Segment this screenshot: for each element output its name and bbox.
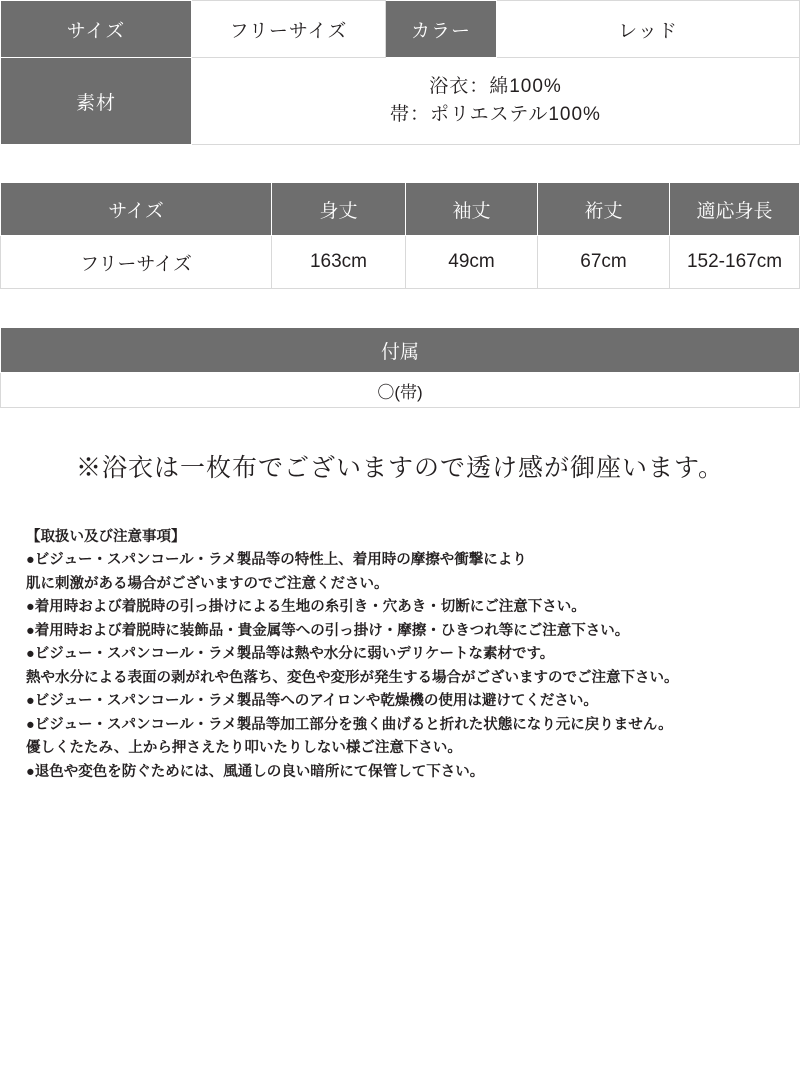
care-line-1: ●ビジュー・スパンコール・ラメ製品等の特性上、着用時の摩擦や衝撃により (26, 552, 527, 569)
measurement-cell-length: 163cm (272, 236, 406, 289)
measurement-header-length: 身丈 (272, 183, 406, 236)
measurement-header-row (1, 183, 800, 236)
accessory-header-label: 付属 (1, 328, 800, 373)
measurement-section (0, 182, 800, 289)
spec-size-value: フリーサイズ (192, 1, 386, 58)
sheer-notice: ※浴衣は一枚布でございますので透け感が御座います。 (75, 454, 724, 482)
care-line-7: ●ビジュー・スパンコール・ラメ製品等へのアイロンや乾燥機の使用は避けてください。 (26, 693, 598, 710)
spec-table-row-material (1, 58, 800, 145)
spec-material-label: 素材 (1, 58, 192, 145)
measurement-header-size: サイズ (1, 183, 272, 236)
measurement-cell-height: 152-167cm (670, 236, 800, 289)
care-line-8: ●ビジュー・スパンコール・ラメ製品等加工部分を強く曲げると折れた状態になり元に戻りません。 (26, 716, 673, 733)
care-line-5: ●ビジュー・スパンコール・ラメ製品等は熱や水分に弱いデリケートな素材です。 (26, 646, 555, 663)
measurement-cell-size: フリーサイズ (1, 236, 272, 289)
material-line-1: 浴衣：綿100% (429, 75, 562, 97)
care-title: 【取扱い及び注意事項】 (26, 529, 186, 545)
care-line-4: ●着用時および着脱時に装飾品・貴金属等への引っ掛け・摩擦・ひきつれ等にご注意下さい。 (26, 622, 630, 639)
measurement-cell-sleeve: 49cm (406, 236, 538, 289)
accessory-value: 〇(帯) (1, 373, 800, 408)
spec-size-label: サイズ (1, 1, 192, 58)
spec-material-value (192, 58, 800, 145)
accessory-table (0, 327, 800, 408)
measurement-header-sleeve: 袖丈 (406, 183, 538, 236)
accessory-section (0, 327, 800, 408)
spec-color-value: レッド (497, 1, 800, 58)
spec-table (0, 0, 800, 145)
material-line-2: 帯：ポリエステル100% (390, 104, 601, 125)
care-line-9: 優しくたたみ、上から押さえたり叩いたりしない様ご注意下さい。 (26, 740, 462, 757)
accessory-data-row (1, 373, 800, 408)
care-line-10: ●退色や変色を防ぐためには、風通しの良い暗所にて保管して下さい。 (26, 763, 485, 780)
care-line-3: ●着用時および着脱時の引っ掛けによる生地の糸引き・穴あき・切断にご注意下さい。 (26, 599, 586, 616)
measurement-header-yuki: 裄丈 (538, 183, 670, 236)
measurement-cell-yuki: 67cm (538, 236, 670, 289)
measurement-table (0, 182, 800, 289)
spec-color-label: カラー (386, 1, 497, 58)
care-line-6: 熱や水分による表面の剥がれや色落ち、変色や変形が発生する場合がございますのでご注意下さい。 (26, 669, 679, 686)
measurement-data-row (1, 236, 800, 289)
measurement-header-height: 適応身長 (670, 183, 800, 236)
accessory-header-row (1, 328, 800, 373)
care-line-2: 肌に刺激がある場合がございますのでご注意ください。 (26, 575, 389, 592)
spec-table-row-size (1, 1, 800, 58)
care-instructions (0, 526, 800, 784)
